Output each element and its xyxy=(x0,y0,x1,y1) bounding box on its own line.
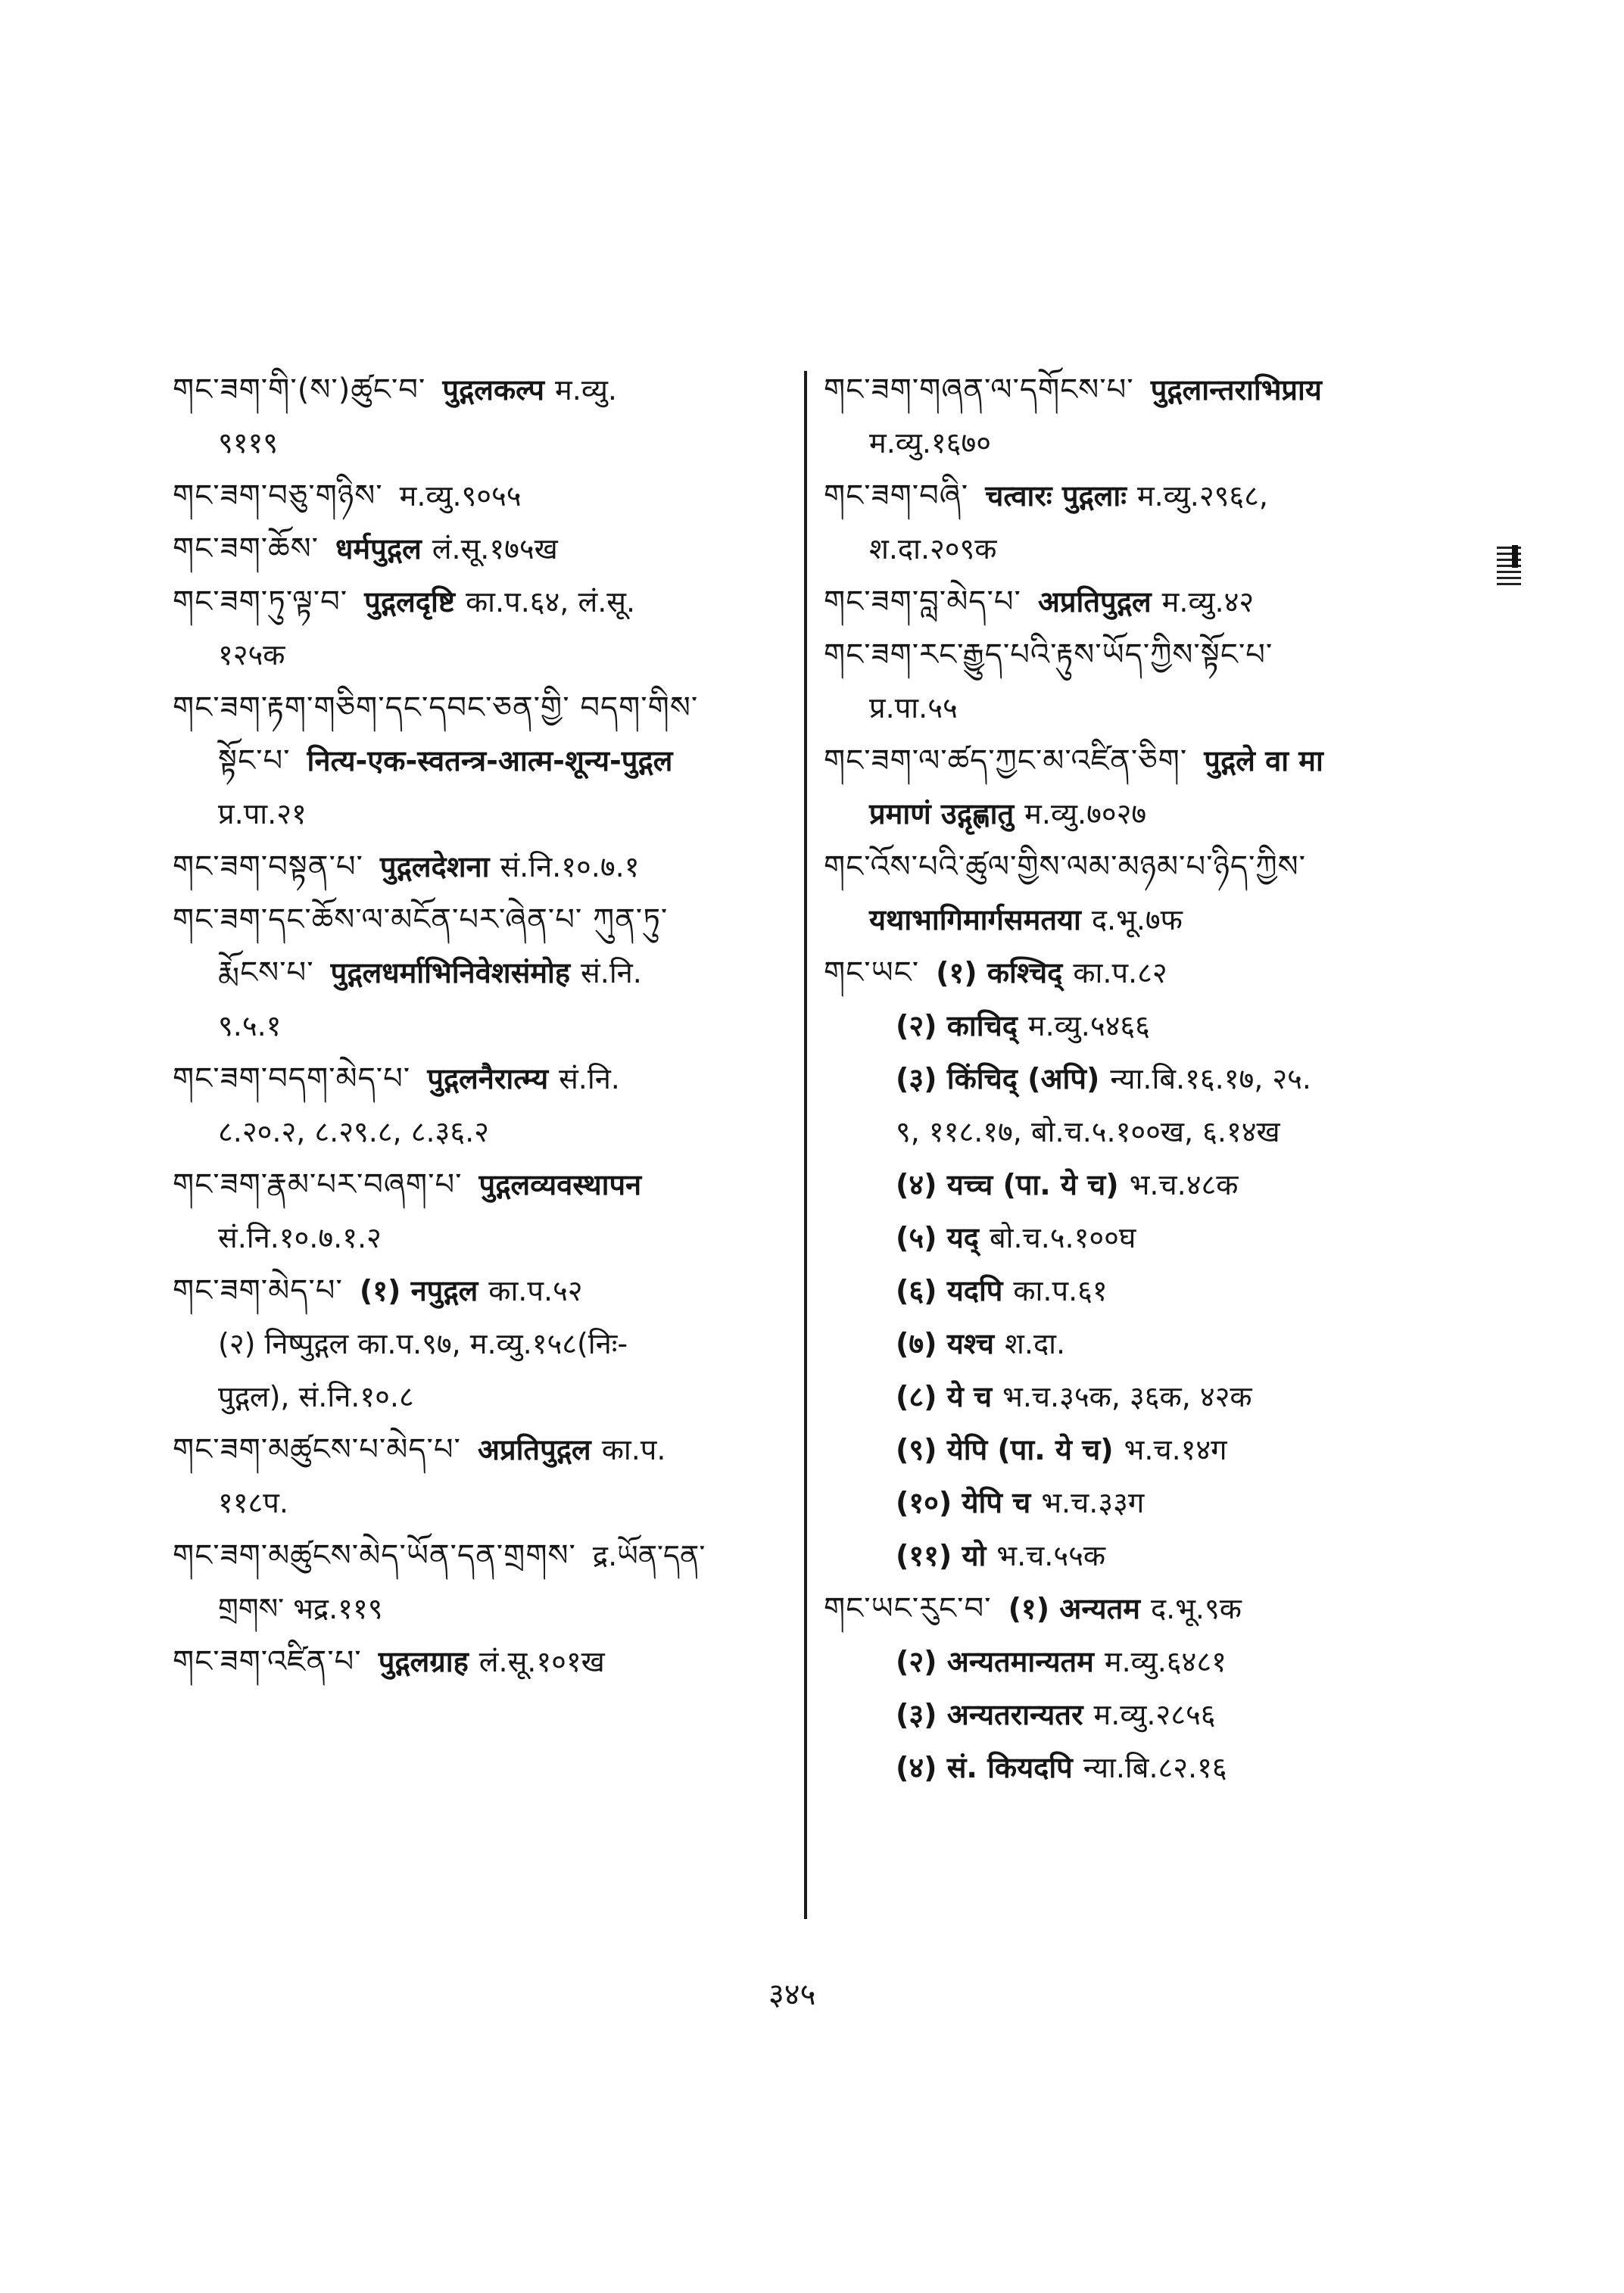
entry xyxy=(824,946,1452,1582)
sub-senses xyxy=(824,1635,1452,1794)
reference: का.प.६४, लं.सू. xyxy=(466,585,636,618)
entry xyxy=(173,1635,786,1688)
margin-mark-icon xyxy=(1495,544,1523,590)
sub-sense: (११) यो भ.च.५५क xyxy=(896,1539,1106,1572)
entry xyxy=(173,469,786,522)
page-number: ३४५ xyxy=(768,1977,816,2012)
tibetan-term: གང་ཟག་བཅུ་གཉིས་ xyxy=(173,478,383,513)
sub-senses xyxy=(824,999,1452,1582)
reference: म.व्यु.४२ xyxy=(1161,585,1255,618)
entry xyxy=(824,628,1452,734)
continuation: म.व्यु.१६७० xyxy=(869,426,991,460)
continuation: सं.नि.१०.७.१.२ xyxy=(218,1221,382,1254)
sub-sense: (९) येपि (पा. ये च) भ.च.१४ग xyxy=(896,1433,1227,1466)
tibetan-term: རྨོངས་པ་ xyxy=(218,955,314,990)
sanskrit-term: धर्मपुद्गल xyxy=(335,532,422,565)
reference: म.व्यु.२९६८, xyxy=(1136,479,1268,512)
sanskrit-term: (१) अन्यतम xyxy=(1008,1592,1140,1625)
tibetan-term: གང་ཡང་རུང་བ་ xyxy=(824,1591,992,1626)
continuation: ११८प. xyxy=(218,1486,288,1519)
sub-sense: (२) निष्पुद्गल का.प.९७, म.व्यु.१५८(निः- xyxy=(218,1327,628,1360)
sanskrit-term: पुद्गले वा मा xyxy=(1204,744,1323,777)
tibetan-term: གང་ཟག་ཏུ་ལྟ་བ་ xyxy=(173,584,348,619)
sanskrit-term: पुद्गलग्राह xyxy=(378,1645,469,1678)
sanskrit-term: पुद्गलदृष्टि xyxy=(364,585,455,618)
tibetan-term: གང་ཡང་ xyxy=(824,955,920,990)
entry xyxy=(824,575,1452,628)
sanskrit-term: पुद्गलनैरात्म्य xyxy=(427,1062,549,1095)
entry xyxy=(824,363,1452,469)
sub-sense: (५) यद् बो.च.५.१००घ xyxy=(896,1221,1136,1254)
entry xyxy=(173,1529,786,1635)
entry xyxy=(824,840,1452,946)
reference: का.प.५२ xyxy=(488,1274,583,1307)
sanskrit-term: पुद्गलदेशना xyxy=(379,850,490,883)
sanskrit-term: पुद्गलधर्माभिनिवेशसंमोह xyxy=(330,956,571,989)
sanskrit-term: (१) नपुद्गल xyxy=(359,1274,478,1307)
left-column xyxy=(173,363,786,1688)
entry xyxy=(173,522,786,575)
tibetan-term: གང་ཟག་བདག་མེད་པ་ xyxy=(173,1061,411,1096)
continuation: གྲགས་ भद्र.११९ xyxy=(218,1592,383,1625)
entry xyxy=(173,1423,786,1529)
continuation xyxy=(173,734,786,787)
reference: म.व्यु. xyxy=(555,373,617,407)
right-column xyxy=(824,363,1452,1794)
tibetan-term: གང་ཟག་མཚུངས་པ་མེད་པ་ xyxy=(173,1432,461,1467)
sub-sense: (२) काचिद् म.व्यु.५४६६ xyxy=(896,1009,1150,1042)
sub-sense: (६) यदपि का.प.६१ xyxy=(896,1274,1108,1307)
tibetan-term: གང་ཟག་བསྟན་པ་ xyxy=(173,849,363,884)
entry xyxy=(824,734,1452,840)
continuation: प्र.पा.५५ xyxy=(869,691,958,724)
reference: सं.नि.१०.७.१ xyxy=(500,850,640,883)
reference: सं.नि. xyxy=(581,956,642,989)
reference: द्र.ཡོན་དན་ xyxy=(592,1539,706,1572)
tibetan-term: གང་ཟག་གི་(ས་)ཚུང་བ་ xyxy=(173,372,426,407)
entry xyxy=(173,681,786,840)
reference: सं.नि. xyxy=(559,1062,620,1095)
sub-sense: (८) ये च भ.च.३५क, ३६क, ४२क xyxy=(896,1380,1252,1413)
sanskrit-term: यथाभागिमार्गसमतया xyxy=(869,903,1081,936)
sanskrit-term: अप्रतिपुद्गल xyxy=(1037,585,1152,618)
sub-sense: (३) अन्यतरान्यतर म.व्यु.२८५६ xyxy=(896,1698,1216,1731)
sanskrit-term: पुद्गलान्तराभिप्राय xyxy=(1150,373,1322,407)
entry xyxy=(824,469,1452,575)
continuation: ९११९ xyxy=(218,426,279,460)
sanskrit-term: अप्रतिपुद्गल xyxy=(477,1433,591,1466)
continuation: ८.२०.२, ८.२९.८, ८.३६.२ xyxy=(218,1115,489,1148)
tibetan-term: གང་ཟག་རྣམ་པར་བཞག་པ་ xyxy=(173,1167,463,1202)
sub-sense: (१०) येपि च भ.च.३३ग xyxy=(896,1486,1145,1519)
entry xyxy=(173,893,786,1052)
reference: लं.सू.१७५ख xyxy=(432,532,558,565)
tibetan-term: གང་ཟག་དང་ཆོས་ལ་མངོན་པར་ཞེན་པ་ ཀུན་ཏུ་ xyxy=(173,902,669,937)
tibetan-term: གང་ཟག་མཚུངས་མེད་ཡོན་དན་གྲགས་ xyxy=(173,1538,576,1573)
tibetan-term: གང་ཟག་བཞི་ xyxy=(824,478,969,513)
reference: लं.सू.१०१ख xyxy=(478,1645,605,1678)
reference: म.व्यु.९०५५ xyxy=(399,479,522,512)
reference: का.प. xyxy=(601,1433,666,1466)
tibetan-term: གང་ཟག་གཞན་ལ་དགོངས་པ་ xyxy=(824,372,1134,407)
sanskrit-term: (१) कश्चिद् xyxy=(936,956,1063,989)
continuation: प्र.पा.२१ xyxy=(218,797,307,830)
tibetan-term: གང་ཟག་རང་རྒྱུད་པའི་རྟུས་ཡོད་ཀྱིས་སྟོང་པ་ xyxy=(824,637,1273,672)
entry xyxy=(173,1052,786,1158)
tibetan-term: གང་ཟག་འཛིན་པ་ xyxy=(173,1644,362,1679)
continuation: ९.५.१ xyxy=(218,1009,282,1042)
continuation: श.दा.२०९क xyxy=(869,532,997,565)
sub-sense: (२) अन्यतमान्यतम म.व्यु.६४८१ xyxy=(896,1645,1227,1678)
continuation xyxy=(824,787,1452,840)
continuation: १२५क xyxy=(218,638,285,671)
sanskrit-term: नित्य-एक-स्वतन्त्र-आत्म-शून्य-पुद्गल xyxy=(307,744,673,777)
sanskrit-term: पुद्गलव्यवस्थापन xyxy=(478,1168,642,1201)
tibetan-term: སྟོང་པ་ xyxy=(218,743,291,778)
continuation xyxy=(824,893,1452,946)
entry xyxy=(173,363,786,469)
sub-sense: (४) यच्च (पा. ये च) भ.च.४८क xyxy=(896,1168,1239,1201)
sub-sense: (७) यश्च श.दा. xyxy=(896,1327,1066,1360)
entry xyxy=(824,1582,1452,1794)
sub-sense: (३) किंचिद् (अपि) न्या.बि.१६.१७, २५. xyxy=(896,1062,1311,1095)
reference: द.भू.९क xyxy=(1150,1592,1242,1625)
column-divider xyxy=(804,371,807,1919)
entry xyxy=(173,840,786,893)
sanskrit-term: प्रमाणं उद्गृह्णातु xyxy=(869,797,1015,830)
entry xyxy=(173,1264,786,1423)
tibetan-term: གང་ཟག་ཆོས་ xyxy=(173,531,320,566)
tibetan-term: གང་འོས་པའི་ཚུལ་གྱིས་ལམ་མཉམ་པ་ཉིད་ཀྱིས་ xyxy=(824,849,1306,884)
reference: द.भू.७फ xyxy=(1091,903,1183,936)
sanskrit-term: पुद्गलकल्प xyxy=(442,373,545,407)
sanskrit-term: चत्वारः पुद्गलाः xyxy=(985,479,1127,512)
reference: का.प.८२ xyxy=(1073,956,1167,989)
tibetan-term: གང་ཟག་རྟག་གཅིག་དང་དབང་ཅན་གྱི་ བདག་གིས་ xyxy=(173,690,699,725)
continuation: पुद्गल), सं.नि.१०.८ xyxy=(218,1380,414,1413)
tibetan-term: གང་ཟག་མེད་པ་ xyxy=(173,1273,343,1308)
tibetan-term: གང་ཟག་ལ་ཚད་ཀྱང་མ་འཛིན་ཅིག་ xyxy=(824,743,1188,778)
continuation xyxy=(173,946,786,999)
sub-sense: ९, ११८.१७, बो.च.५.१००ख, ६.१४ख xyxy=(896,1115,1280,1148)
reference: म.व्यु.७०२७ xyxy=(1024,797,1147,830)
entry xyxy=(173,1158,786,1264)
sub-sense: (४) सं. कियदपि न्या.बि.८२.१६ xyxy=(896,1751,1227,1784)
entry xyxy=(173,575,786,681)
tibetan-term: གང་ཟག་བླ་མེད་པ་ xyxy=(824,584,1021,619)
